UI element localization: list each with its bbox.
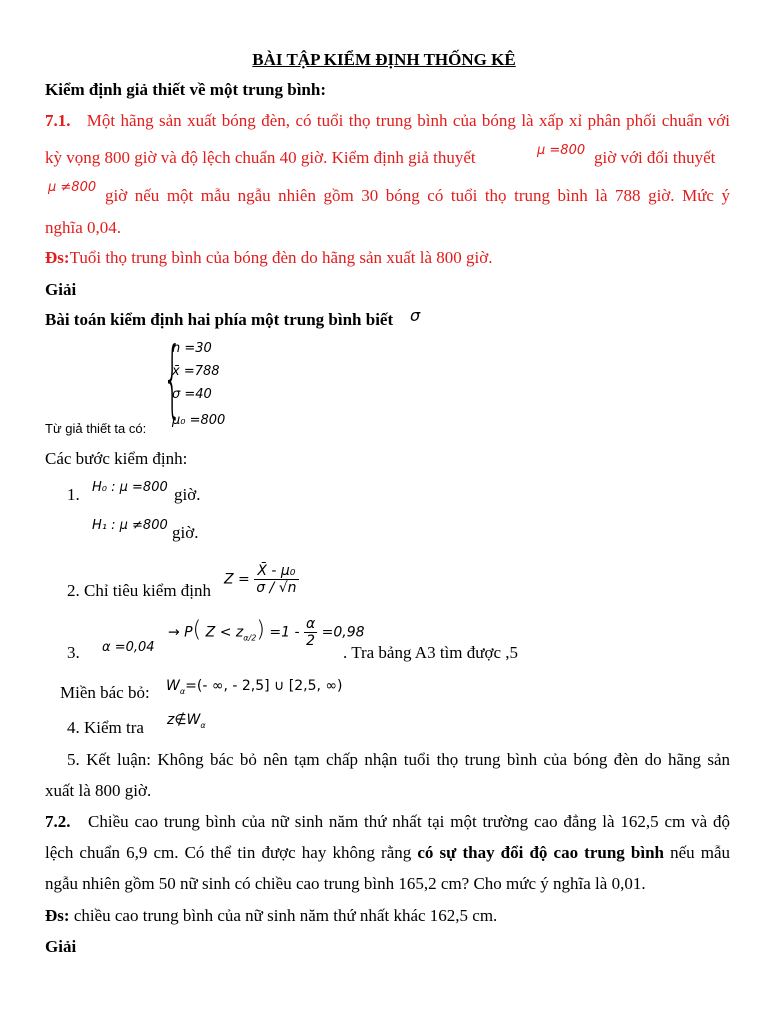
section-heading: Kiểm định giả thiết về một trung bình:	[45, 80, 326, 99]
probability-expression: → P( $Z < z_{\alpha/2}) =1$ - $\frac{\alpha}{2}$ =0,98	[168, 616, 365, 649]
null-hypothesis: H₀ : μ =800	[92, 480, 168, 495]
step-1-number: 1.	[67, 485, 80, 504]
emphasis-text: có sự thay đổi độ cao trung bình	[417, 843, 664, 862]
z-symbol: Z =	[224, 571, 250, 588]
problem-text: giờ với đối thuyết	[594, 148, 716, 167]
given-label: Từ giả thiết ta có:	[45, 421, 147, 436]
solution-heading: Giải	[45, 937, 77, 956]
check-expression	[167, 712, 206, 730]
unit-hours: giờ.	[174, 485, 201, 504]
problem-7-1-line2	[45, 148, 476, 168]
alpha-half	[304, 616, 317, 649]
document-title: BÀI TẬP KIỂM ĐỊNH THỐNG KÊ	[252, 50, 516, 69]
alt-hypothesis-inline: μ ≠800	[48, 180, 97, 195]
system-brace: {	[163, 329, 182, 427]
conclusion-text: xuất là 800 giờ.	[45, 781, 152, 800]
rejection-region	[166, 678, 343, 696]
given-mu0: μ₀ =800	[172, 413, 226, 428]
table-lookup-text: . Tra bảng A3 tìm được ,5	[343, 643, 518, 662]
expr-part: =1 -	[269, 624, 300, 641]
problem-text: Một hãng sản xuất bóng đèn, có tuổi thọ trung bình của bóng là xấp xỉ phân phối chuẩn với	[86, 111, 730, 130]
problem-text: ngẫu nhiên gồm 50 nữ sinh có chiều cao trung bình 165,2 cm? Cho mức ý nghĩa là 0,01.	[45, 874, 646, 893]
expr-subscript: α/2	[243, 633, 257, 643]
answer-label: Đs:	[45, 248, 70, 267]
problem-7-2-line2	[45, 843, 730, 863]
problem-number: 7.2.	[45, 812, 71, 831]
problem-number: 7.1.	[45, 111, 71, 130]
w-symbol: W	[166, 678, 180, 694]
fraction-denominator: σ / √n	[256, 580, 297, 596]
alt-hypothesis: H₁ : μ ≠800	[92, 518, 168, 533]
interval-union: =(- ∞, - 2,5] ∪ [2,5, ∞)	[185, 678, 343, 694]
sigma-symbol: σ	[410, 306, 421, 325]
step-4-label: 4. Kiểm tra	[67, 718, 144, 737]
steps-title: Các bước kiểm định:	[45, 449, 188, 468]
given-xbar: x̄ =788	[172, 364, 220, 379]
check-subscript: α	[200, 720, 206, 730]
problem-text: nếu mẫu	[670, 843, 731, 862]
answer-text: chiều cao trung bình của nữ sinh năm thứ nhất khác 162,5 cm.	[73, 906, 498, 925]
given-n: n =30	[172, 341, 212, 356]
fraction-denominator: 2	[306, 633, 316, 649]
problem-text: Chiều cao trung bình của nữ sinh năm thứ nhất tại một trường cao đẳng là 162,5 cm và độ	[88, 812, 731, 831]
check-expr: z∉W	[167, 712, 201, 728]
conclusion-text: 5. Kết luận: Không bác bỏ nên tạm chấp nhận tuổi thọ trung bình của bóng đèn do hãng sản	[67, 750, 730, 769]
test-statistic-fraction	[254, 563, 298, 596]
step-2-label: 2. Chỉ tiêu kiểm định	[67, 581, 212, 600]
problem-text: nghĩa 0,04.	[45, 218, 122, 237]
step-5-line1	[67, 750, 730, 770]
step-3-number: 3.	[67, 643, 80, 662]
given-sigma: σ =40	[172, 387, 212, 402]
solution-heading: Giải	[45, 280, 77, 299]
problem-text: giờ nếu một mẫu ngẫu nhiên gồm 30 bóng có tuổi thọ trung bình là 788 giờ. Mức ý	[105, 186, 730, 205]
expr-part: =0,98	[321, 624, 365, 641]
problem-7-1-line3	[105, 186, 730, 206]
problem-7-2-line1	[45, 812, 730, 832]
problem-7-1-line1	[45, 111, 730, 131]
unit-hours: giờ.	[172, 523, 199, 542]
problem-text: lệch chuẩn 6,9 cm. Có thể tin được hay không rằng	[45, 843, 412, 862]
expr-part: → P	[168, 624, 193, 641]
answer-7-1	[45, 248, 493, 268]
answer-text: Tuổi thọ trung bình của bóng đèn do hãng sản xuất là 800 giờ.	[69, 248, 493, 267]
problem-type: Bài toán kiểm định hai phía một trung bình biết	[45, 310, 394, 329]
fraction-numerator: α	[305, 616, 316, 632]
problem-text: kỳ vọng 800 giờ và độ lệch chuẩn 40 giờ. Kiểm định giả thuyết	[45, 148, 476, 167]
alpha-value: α =0,04	[102, 640, 155, 655]
fraction-numerator: X̄ - μ₀	[254, 563, 298, 580]
answer-7-2	[45, 906, 497, 926]
rejection-region-label: Miền bác bỏ:	[60, 683, 150, 702]
test-statistic	[224, 563, 299, 596]
expr-part: Z < z	[205, 624, 244, 641]
w-subscript: α	[179, 686, 186, 696]
null-hypothesis-inline: μ =800	[537, 143, 586, 158]
answer-label: Đs:	[45, 906, 70, 925]
